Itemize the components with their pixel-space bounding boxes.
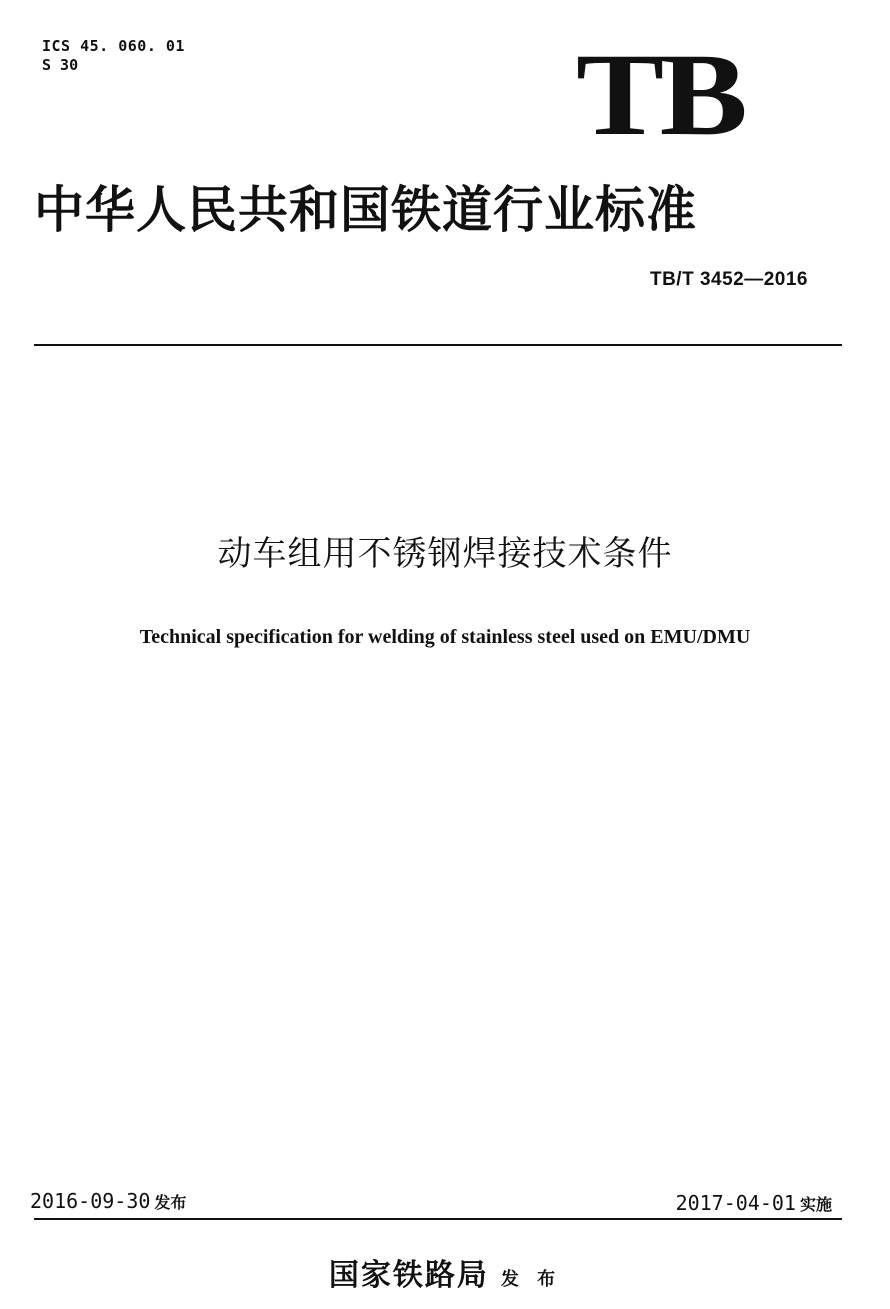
authority-title: 中华人民共和国铁道行业标准: [34, 181, 697, 239]
document-title-chinese: 动车组用不锈钢焊接技术条件: [217, 534, 673, 574]
standard-number: TB/T 3452—2016: [649, 269, 808, 290]
implementation-date: 2017-04-01: [675, 1191, 796, 1215]
ics-code: ICS 45. 060. 01: [42, 37, 185, 55]
publisher-line: [0, 1250, 890, 1294]
bottom-divider: [34, 1218, 842, 1220]
ccs-code: S 30: [42, 56, 79, 74]
document-title-english: Technical specification for welding of stainless steel used on EMU/DMU: [139, 626, 751, 648]
implementation-label: 实施: [799, 1195, 832, 1214]
standard-logo: TB: [576, 29, 744, 160]
top-divider: [34, 344, 842, 346]
implementation-date-block: [676, 1190, 832, 1218]
issue-date-block: [30, 1188, 186, 1216]
publisher-verb: 发 布: [500, 1269, 562, 1290]
publisher-name: 国家铁路局: [328, 1258, 489, 1293]
issue-date: 2016-09-30: [30, 1189, 151, 1213]
issue-label: 发布: [154, 1193, 187, 1212]
